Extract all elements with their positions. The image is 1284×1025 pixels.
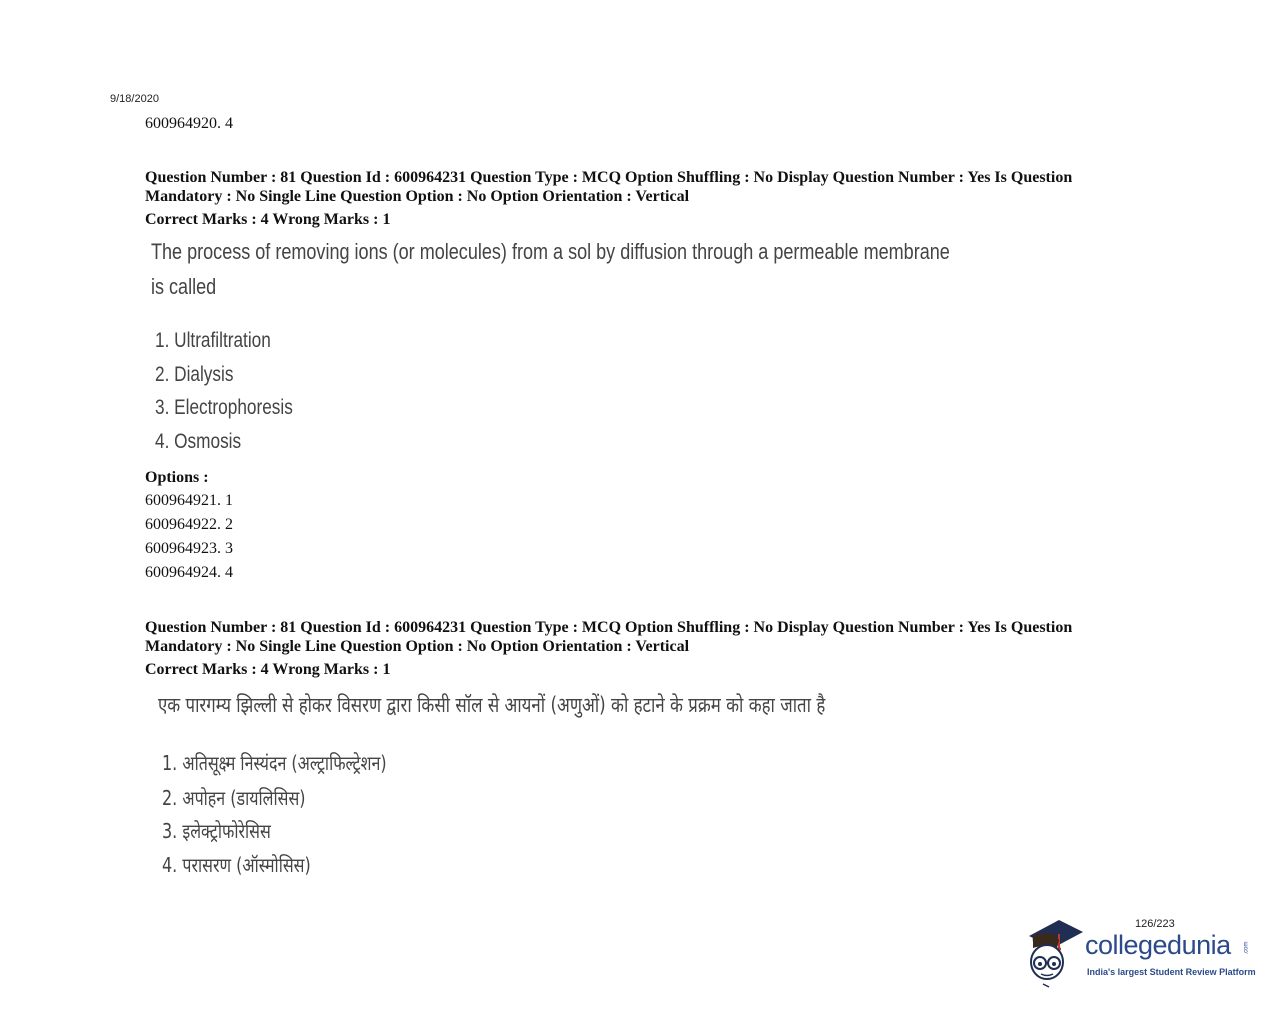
- option-id-4: 600964924. 4: [145, 564, 233, 581]
- brand-name: collegedunia: [1085, 930, 1231, 960]
- question-text-en-line1: The process of removing ions (or molecules) from a sol by diffusion through a permeable membrane: [151, 239, 950, 264]
- option-id-3: 600964923. 3: [145, 540, 233, 557]
- print-date: 9/18/2020: [110, 93, 159, 105]
- choice-hi-2: 2. अपोहन (डायलिसिस): [162, 786, 306, 810]
- options-label: Options :: [145, 469, 209, 486]
- choice-en-2: 2. Dialysis: [155, 363, 234, 386]
- option-id-2: 600964922. 2: [145, 516, 233, 533]
- marks-en: Correct Marks : 4 Wrong Marks : 1: [145, 211, 391, 228]
- choice-en-4: 4. Osmosis: [155, 430, 242, 453]
- question-meta-hi-line2: Mandatory : No Single Line Question Option : No Option Orientation : Vertical: [145, 638, 690, 655]
- choice-en-1: 1. Ultrafiltration: [155, 329, 271, 352]
- previous-option-id: 600964920. 4: [145, 115, 233, 132]
- question-meta-en-line2: Mandatory : No Single Line Question Option : No Option Orientation : Vertical: [145, 188, 690, 205]
- page-number: 126/223: [1135, 918, 1175, 930]
- question-meta-hi-line1: Question Number : 81 Question Id : 600964231 Question Type : MCQ Option Shuffling : No Display Question Number : Yes Is Question: [145, 619, 1073, 636]
- brand-tagline: India's largest Student Review Platform: [1087, 967, 1256, 977]
- marks-hi: Correct Marks : 4 Wrong Marks : 1: [145, 661, 391, 678]
- question-text-hi: एक पारगम्य झिल्ली से होकर विसरण द्वारा किसी सॉल से आयनों (अणुओं) को हटाने के प्रक्रम को कहा जाता है: [158, 693, 826, 717]
- question-meta-en-line1: Question Number : 81 Question Id : 600964231 Question Type : MCQ Option Shuffling : No Display Question Number : Yes Is Question: [145, 169, 1073, 186]
- option-id-1: 600964921. 1: [145, 492, 233, 509]
- choice-hi-3: 3. इलेक्ट्रोफोरेसिस: [162, 819, 271, 843]
- student-mascot-icon: [1025, 918, 1085, 988]
- choice-hi-1: 1. अतिसूक्ष्म निस्यंदन (अल्ट्राफिल्ट्रेशन): [162, 751, 387, 775]
- question-text-en-line2: is called: [151, 274, 217, 299]
- choice-en-3: 3. Electrophoresis: [155, 396, 293, 419]
- choice-hi-4: 4. परासरण (ऑस्मोसिस): [162, 853, 311, 877]
- brand-suffix: .com: [1243, 941, 1250, 955]
